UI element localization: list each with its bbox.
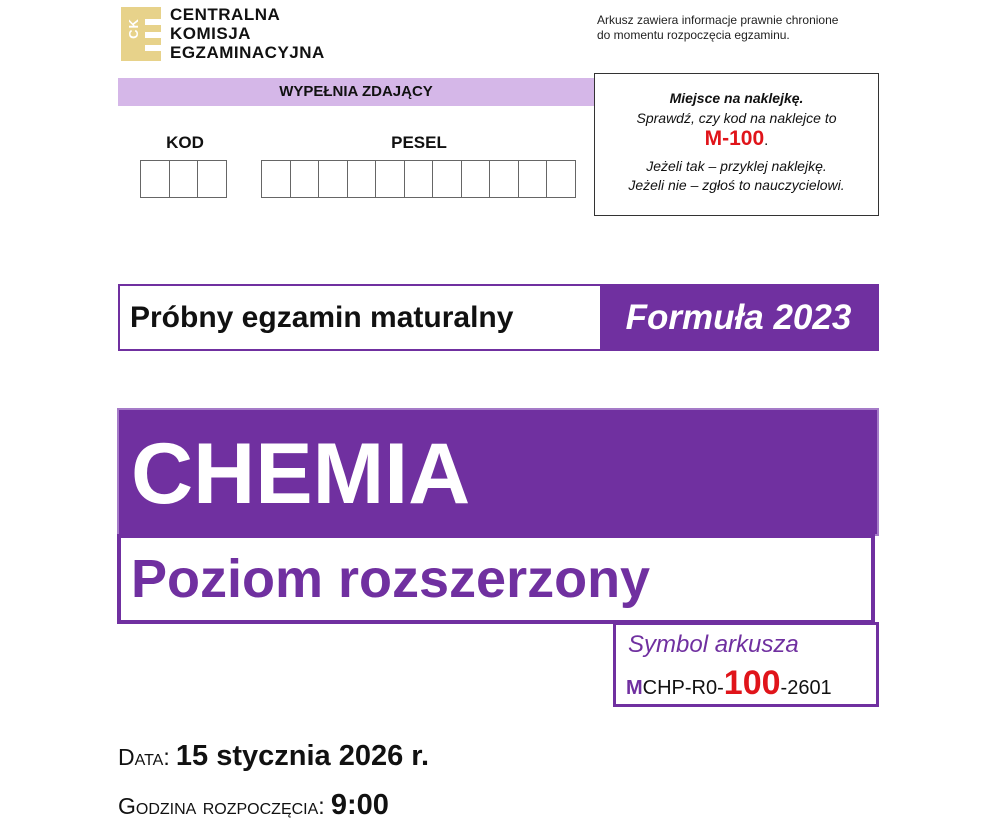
exam-date	[118, 740, 429, 773]
logo-ck-letters: CK	[125, 18, 141, 39]
pesel-digit-box[interactable]	[376, 161, 405, 197]
sticker-code-value: M-100	[704, 127, 765, 150]
pesel-label: PESEL	[391, 133, 447, 152]
pesel-digit-box[interactable]	[291, 161, 320, 197]
pesel-digit-box[interactable]	[348, 161, 377, 197]
cke-logo-text	[170, 5, 325, 62]
protected-note-line-1: Arkusz zawiera informacje prawnie chronione	[597, 13, 839, 27]
sheet-symbol-code	[626, 665, 832, 706]
symbol-prefix: CHP-R0-	[642, 677, 724, 699]
pesel-digit-box[interactable]	[519, 161, 548, 197]
time-label: Godzina rozpoczęcia:	[118, 793, 325, 819]
sticker-code	[595, 127, 878, 153]
sticker-code-dot: .	[764, 132, 769, 149]
subject-level: Poziom rozszerzony	[131, 549, 651, 609]
sheet-symbol-box	[613, 622, 879, 707]
logo-line-1: CENTRALNA	[170, 5, 281, 24]
sticker-placeholder	[594, 73, 879, 216]
symbol-number: 100	[723, 664, 781, 702]
protected-note-line-2: do momentu rozpoczęcia egzaminu.	[597, 28, 790, 42]
logo-line-2: KOMISJA	[170, 24, 251, 43]
pesel-digit-box[interactable]	[405, 161, 434, 197]
exam-formula: Formuła 2023	[600, 286, 877, 349]
sticker-check-text: Sprawdź, czy kod na naklejce to	[636, 110, 837, 126]
level-block	[117, 534, 875, 624]
kod-input-boxes[interactable]	[140, 160, 227, 198]
sheet-symbol-label: Symbol arkusza	[628, 631, 799, 658]
cke-logo-mark	[121, 7, 161, 61]
candidate-section-title: WYPEŁNIA ZDAJĄCY	[118, 78, 594, 106]
pesel-digit-box[interactable]	[462, 161, 491, 197]
exam-banner	[118, 284, 879, 351]
pesel-digit-box[interactable]	[547, 161, 575, 197]
kod-digit-box[interactable]	[141, 161, 170, 197]
protected-info-note	[597, 13, 838, 43]
pesel-digit-box[interactable]	[490, 161, 519, 197]
pesel-digit-box[interactable]	[262, 161, 291, 197]
date-value: 15 stycznia 2026 r.	[175, 740, 430, 772]
kod-label: KOD	[166, 133, 204, 152]
date-label: Data:	[118, 744, 170, 770]
symbol-prefix-m: M	[626, 677, 643, 699]
kod-digit-box[interactable]	[170, 161, 199, 197]
pesel-digit-box[interactable]	[319, 161, 348, 197]
time-value: 9:00	[330, 789, 389, 821]
symbol-suffix: -2601	[780, 677, 832, 699]
logo-e-shape	[145, 7, 161, 61]
logo-line-3: EGZAMINACYJNA	[170, 43, 325, 62]
sticker-if-yes: Jeżeli tak – przyklej naklejkę.	[646, 158, 827, 174]
sticker-title: Miejsce na naklejkę.	[669, 90, 804, 106]
exam-type: Próbny egzamin maturalny	[120, 286, 600, 349]
exam-start-time	[118, 789, 389, 822]
subject-name: CHEMIA	[131, 426, 471, 522]
sticker-if-no: Jeżeli nie – zgłoś to nauczycielowi.	[628, 177, 845, 193]
pesel-input-boxes[interactable]	[261, 160, 576, 198]
pesel-digit-box[interactable]	[433, 161, 462, 197]
subject-block	[117, 408, 879, 536]
kod-digit-box[interactable]	[198, 161, 226, 197]
